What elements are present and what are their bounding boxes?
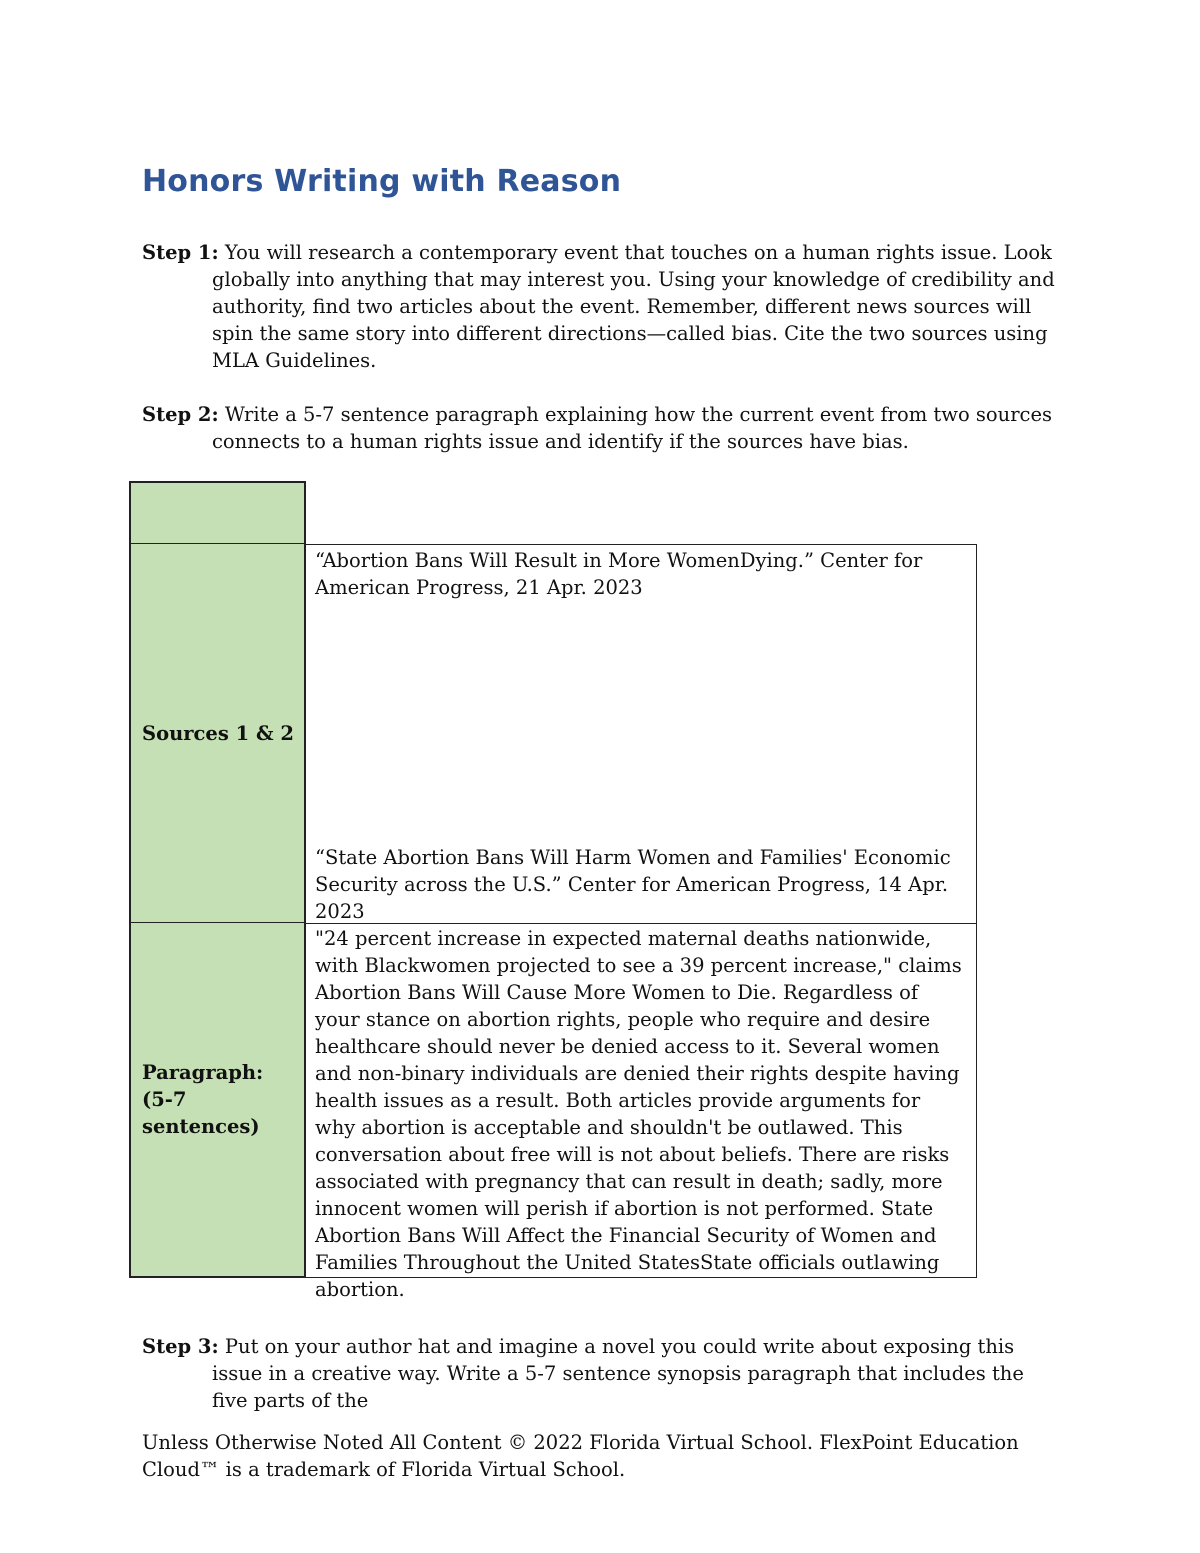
paragraph-content-cell[interactable] — [304, 923, 977, 1301]
sources-label: Sources 1 & 2 — [142, 721, 294, 745]
table-header-divider — [304, 481, 306, 545]
paragraph-sentence-count: (5-7 sentences) — [142, 1088, 260, 1138]
paragraph-label-cell — [129, 923, 306, 1278]
table-row-paragraph — [129, 923, 977, 1301]
step-2-text: Write a 5-7 sentence paragraph explaining how the current event from two sources connects to a human rights issue and identify if the sources have bias. — [212, 403, 1052, 453]
step-1 — [142, 239, 1062, 374]
source-1-citation: “Abortion Bans Will Result in More WomenDying.” Center for American Progress, 21 Apr. 2023 — [315, 549, 923, 599]
step-3-label: Step 3: — [142, 1335, 219, 1358]
step-1-label: Step 1: — [142, 241, 219, 264]
paragraph-text: "24 percent increase in expected maternal deaths nationwide, with Blackwomen projected to see a 39 percent increase," claims Abortion Bans Will Cause More Women to Die. Regardless of your stance on abortion rights, people who require and desire healthcare should never be denied access to it. Several women and non-binary individuals are denied their rights despite having health issues as a result. Both articles provide arguments for why abortion is acceptable and shouldn't be outlawed. This conversation about free will is not about beliefs. There are risks associated with pregnancy that can result in death; sadly, more innocent women will perish if abortion is not performed. State Abortion Bans Will Affect the Financial Security of Women and Families Throughout the United StatesState officials outlawing abortion. — [315, 927, 962, 1301]
paragraph-label: Paragraph: — [142, 1061, 264, 1084]
copyright-footer: Unless Otherwise Noted All Content © 2022 Florida Virtual School. FlexPoint Education Cloud™ is a trademark of Florida Virtual School. — [142, 1431, 1019, 1481]
page-title: Honors Writing with Reason — [142, 164, 622, 199]
table-header-label-cell — [129, 481, 306, 545]
source-2-citation: “State Abortion Bans Will Harm Women and Families' Economic Security across the U.S.” Center for American Progress, 14 Apr. 2023 — [315, 846, 951, 923]
step-1-text: You will research a contemporary event that touches on a human rights issue. Look globally into anything that may interest you. Using your knowledge of credibility and authority, find two articles about the event. Remember, different news sources will spin the same story into different directions—called bias. Cite the two sources using MLA Guidelines. — [212, 241, 1055, 372]
step-3 — [142, 1333, 1062, 1414]
assignment-table — [129, 481, 977, 1301]
sources-label-cell — [129, 544, 306, 924]
sources-content-cell[interactable] — [304, 544, 977, 924]
step-2 — [142, 401, 1062, 455]
step-3-text: Put on your author hat and imagine a novel you could write about exposing this issue in a creative way. Write a 5-7 sentence synopsis paragraph that includes the five parts of the — [212, 1335, 1024, 1412]
table-row-sources — [129, 544, 977, 924]
step-2-label: Step 2: — [142, 403, 219, 426]
